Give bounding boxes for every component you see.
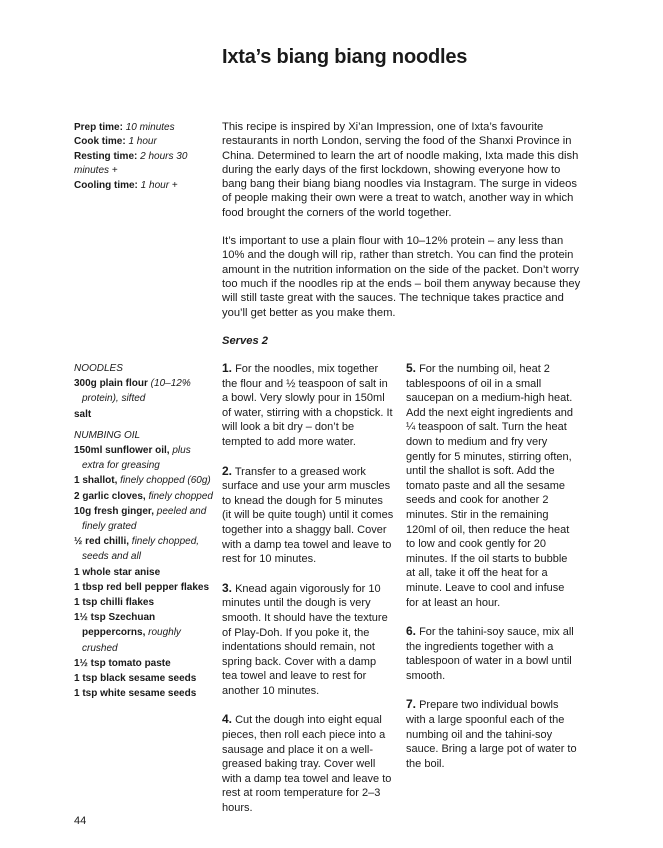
intro-paragraph: It’s important to use a plain flour with 10–12% protein – any less than 10% and the dough will rip, rather than stretch. You can find the protein amount in the nutrition information on the side of the packet. Don’t worry too much if the noodles rip at the ends – boil them anyway because they will still taste great with the sauces. The technique takes practice and you’ll get better as you make them.: [222, 235, 581, 319]
method-step-5: 5. For the numbing oil, heat 2 tablespoons of oil in a small saucepan on a medium-high heat. Add the next eight ingredients and ¼ teaspoon of salt. Turn the heat down to medium and fry very gently for 5 minutes, stirring often, until the shallot is soft. Add the tomato paste and all the sesame seeds and cook for another 2 minutes. Stir in the remaining 120ml of oil, then reduce the heat to low and cook gently for 20 minutes. If the oil starts to bubble at all, take it off the heat for a minute. Leave to cool and infuse for at least an hour.: [406, 361, 573, 609]
cooling-time: Cooling time: 1 hour +: [74, 179, 178, 191]
ingredient-item: 300g plain flour (10–12% protein), sifted: [74, 378, 191, 405]
serves: Serves 2: [222, 334, 269, 347]
method-step-7: 7. Prepare two individual bowls with a large spoonful each of the numbing oil and the tahini-soy sauce. Bring a large pot of water to the boil.: [406, 697, 577, 770]
intro-text: [222, 120, 587, 362]
prep-time: Prep time: 10 minutes: [74, 122, 175, 133]
ingredient-item: 150ml sunflower oil, plus extra for greasing: [74, 445, 191, 472]
ingredient-item: 1½ tsp Szechuan peppercorns, roughly crushed: [74, 612, 181, 654]
method-step-6: 6. For the tahini-soy sauce, mix all the ingredients together with a tablespoon of water in a bowl until smooth.: [406, 624, 574, 682]
method-step-1: 1. For the noodles, mix together the flour and ½ teaspoon of salt in a bowl. Very slowly pour in 150ml of water, stirring with a chopstick. It will look a bit dry – don’t be tempted to add more water.: [222, 361, 393, 448]
ingredient-item: 10g fresh ginger, peeled and finely grated: [74, 505, 207, 533]
ingredient-item: 2 garlic cloves, finely chopped: [74, 490, 213, 502]
noodles-ingredients: [74, 376, 214, 422]
page-number: 44: [74, 815, 87, 827]
ingredient-item: 1 tsp white sesame seeds: [74, 688, 197, 700]
ingredient-item: 1 tsp chilli flakes: [74, 597, 155, 609]
ingredient-item: 1½ tsp tomato paste: [74, 657, 171, 669]
recipe-title: Ixta’s biang biang noodles: [222, 46, 468, 68]
numbing-oil-ingredients: [74, 443, 214, 701]
cook-time: Cook time: 1 hour: [74, 136, 157, 148]
ingredient-item: 1 shallot, finely chopped (60g): [74, 475, 211, 487]
ingredient-item: salt: [74, 408, 92, 420]
ingredient-item: 1 whole star anise: [74, 566, 161, 578]
intro-paragraph: This recipe is inspired by Xi’an Impression, one of Ixta’s favourite restaurants in north London, serving the food of the Shanxi Province in China. Determined to learn the art of noodle making, Ixta made this dish during the early days of the first lockdown, showing everyone how to bang bang their biang biang noodles via Instagram. The surge in videos of people making their own were a treat to watch, another way in which food brought the corners of the world together.: [222, 121, 579, 219]
ingredient-item: 1 tbsp red bell pepper flakes: [74, 581, 210, 593]
noodles-heading: NOODLES: [74, 363, 123, 374]
numbing-oil-heading: NUMBING OIL: [74, 429, 141, 441]
ingredient-item: 1 tsp black sesame seeds: [74, 673, 197, 685]
resting-time: Resting time: 2 hours 30 minutes +: [74, 150, 188, 177]
method-step-4: 4. Cut the dough into eight equal pieces, then roll each piece into a sausage and place it on a well-greased baking tray. Cover well with a damp tea towel and leave to rest at room temperature for 2–3 hours.: [222, 712, 392, 815]
method-step-3: 3. Knead again vigorously for 10 minutes until the dough is very smooth. It should have the texture of Play-Doh. If you poke it, the indentations should remain, not spring back. Cover with a damp tea towel and leave to rest for another 10 minutes.: [222, 580, 388, 697]
method-column-1: [222, 361, 394, 830]
ingredients-list: [74, 361, 214, 701]
method-step-2: 2. Transfer to a greased work surface and use your arm muscles to knead the dough for 5 minutes (it will be quite tough) until it comes together into a shaggy ball. Cover with a damp tea towel and leave to rest for 10 minutes.: [222, 463, 394, 566]
method-column-2: [406, 361, 578, 785]
ingredient-item: ½ red chilli, finely chopped, seeds and all: [74, 536, 200, 563]
timing-info: [74, 121, 214, 193]
